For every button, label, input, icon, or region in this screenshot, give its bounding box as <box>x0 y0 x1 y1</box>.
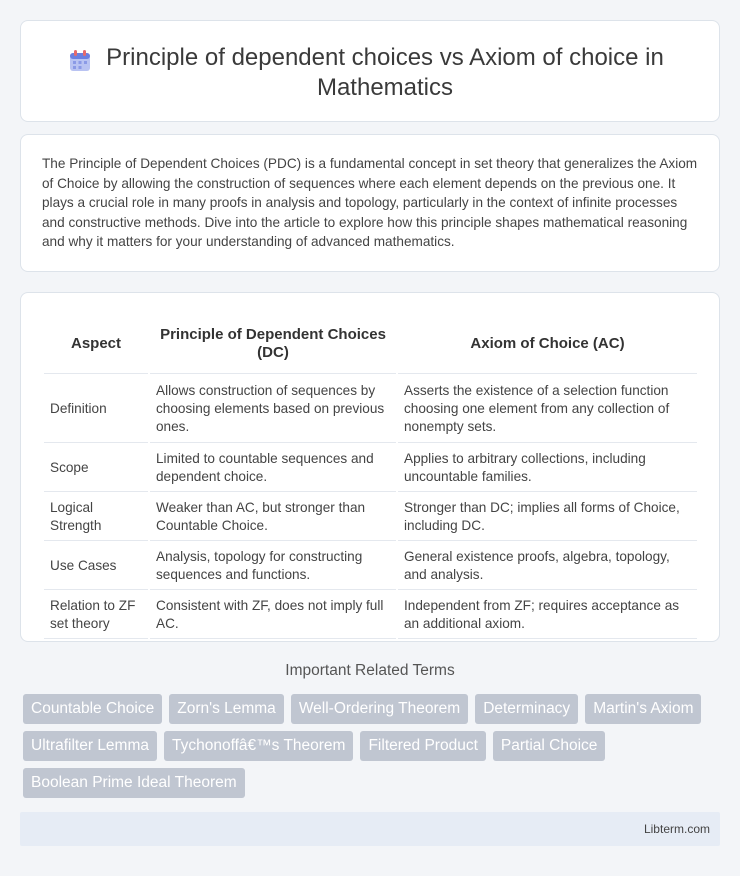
comparison-table-card <box>20 292 720 642</box>
row-dc: Consistent with ZF, does not imply full AC. <box>150 592 396 639</box>
related-term-tag[interactable]: Ultrafilter Lemma <box>23 731 157 761</box>
footer-brand-link[interactable]: Libterm.com <box>643 822 710 836</box>
table-row <box>44 376 697 443</box>
row-aspect: Relation to ZF set theory <box>44 592 148 639</box>
row-dc: Limited to countable sequences and dependent choice. <box>150 445 396 492</box>
page-title: Principle of dependent choices vs Axiom of choice in Mathematics <box>106 44 664 101</box>
related-terms-heading: Important Related Terms <box>285 662 455 679</box>
row-aspect: Definition <box>44 376 148 443</box>
row-ac: Stronger than DC; implies all forms of Choice, including DC. <box>398 494 697 541</box>
related-term-tag[interactable]: Partial Choice <box>493 731 606 761</box>
related-term-tag[interactable]: Boolean Prime Ideal Theorem <box>23 768 245 798</box>
row-dc: Analysis, topology for constructing sequences and functions. <box>150 543 396 590</box>
table-row <box>44 592 697 639</box>
table-row <box>44 494 697 541</box>
row-dc: Weaker than AC, but stronger than Countable Choice. <box>150 494 396 541</box>
table-row <box>44 445 697 492</box>
title-card <box>20 20 720 122</box>
related-term-tag[interactable]: Well-Ordering Theorem <box>291 694 468 724</box>
row-ac: Applies to arbitrary collections, including uncountable families. <box>398 445 697 492</box>
related-term-tag[interactable]: Martin's Axiom <box>585 694 701 724</box>
table-header-row <box>44 314 697 374</box>
intro-card <box>20 134 720 272</box>
row-aspect: Logical Strength <box>44 494 148 541</box>
row-ac: Asserts the existence of a selection function choosing one element from any collection of nonempty sets. <box>398 376 697 443</box>
footer <box>20 812 720 846</box>
comparison-table <box>42 312 699 641</box>
related-term-tag[interactable]: Countable Choice <box>23 694 162 724</box>
related-term-tag[interactable]: Filtered Product <box>360 731 485 761</box>
row-ac: Independent from ZF; requires acceptance as an additional axiom. <box>398 592 697 639</box>
row-aspect: Scope <box>44 445 148 492</box>
related-term-tag[interactable]: Tychonoffâ€™s Theorem <box>164 731 353 761</box>
row-ac: General existence proofs, algebra, topology, and analysis. <box>398 543 697 590</box>
related-term-tag[interactable]: Determinacy <box>475 694 578 724</box>
header-ac: Axiom of Choice (AC) <box>398 314 697 374</box>
row-dc: Allows construction of sequences by choosing elements based on previous ones. <box>150 376 396 443</box>
related-terms-list <box>23 694 723 798</box>
header-dc: Principle of Dependent Choices (DC) <box>150 314 396 374</box>
row-aspect: Use Cases <box>44 543 148 590</box>
table-row <box>44 543 697 590</box>
header-aspect: Aspect <box>44 314 148 374</box>
intro-paragraph: The Principle of Dependent Choices (PDC) is a fundamental concept in set theory that generalizes the Axiom of Choice by allowing the construction of sequences where each element depends on the previous one. It plays a crucial role in many proofs in analysis and topology, particularly in the context of infinite processes and constructive methods. Dive into the article to explore how this principle shapes mathematical reasoning and why it matters for your understanding of advanced mathematics. <box>42 156 698 250</box>
related-term-tag[interactable]: Zorn's Lemma <box>169 694 284 724</box>
